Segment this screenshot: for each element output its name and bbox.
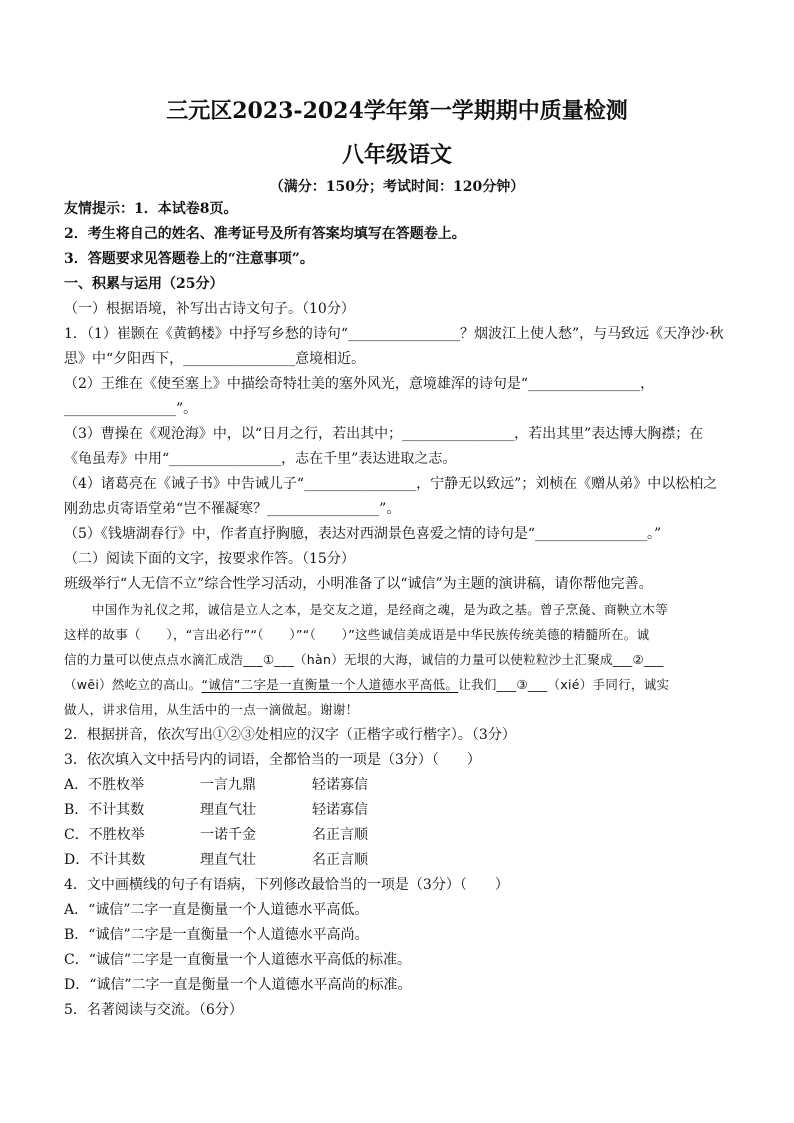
exam-subtitle: 八年级语文	[341, 142, 452, 168]
q3-option-b: B．不计其数	[64, 802, 145, 818]
q3-option-a-word2: 一言九鼎	[200, 777, 256, 793]
notice-line-3: 3．答题要求见答题卷上的“注意事项”。	[64, 251, 314, 267]
question-1-2b: ________________”。	[64, 401, 198, 417]
question-3: 3．依次填入文中括号内的词语，全都恰当的一项是（3分）（ ）	[64, 752, 481, 768]
question-1-5: （5）《钱塘湖春行》中，作者直抒胸臆，表达对西湖景色喜爱之情的诗句是“________________。”	[64, 526, 662, 542]
q3-option-b-word2: 理直气壮	[200, 802, 256, 818]
q4-option-d: D．“诚信”二字一直是衡量一个人道德水平高尚的标准。	[64, 977, 412, 993]
q4-option-c: C．“诚信”二字是一直衡量一个人道德水平高低的标准。	[64, 952, 412, 968]
passage-line-5: 做人，讲求信用，从生活中的一点一滴做起。谢谢！	[64, 702, 359, 717]
notice-line-2: 2．考生将自己的姓名、准考证号及所有答案均填写在答题卷上。	[64, 226, 466, 242]
section-title: 一、积累与运用（25分）	[64, 276, 224, 292]
q3-option-d-word2: 理直气壮	[200, 852, 256, 868]
q4-option-a: A．“诚信”二字一直是衡量一个人道德水平高低。	[64, 902, 369, 918]
question-1-4a: （4）诸葛亮在《诫子书》中告诫儿子“________________，宁静无以致远”；刘桢在《赠从弟》中以松柏之	[64, 476, 718, 492]
question-2: 2．根据拼音，依次写出①②③处相应的汉字（正楷字或行楷字）。（3分）	[64, 727, 516, 743]
q3-option-a: A．不胜枚举	[64, 777, 145, 793]
q3-option-a-word3: 轻诺寡信	[312, 777, 368, 793]
exam-title: 三元区2023-2024学年第一学期期中质量检测	[166, 98, 628, 124]
q3-option-b-word3: 轻诺寡信	[312, 802, 368, 818]
q3-option-c-word2: 一诺千金	[200, 827, 256, 843]
passage-line-2: 这样的故事（ ），“言出必行”“（ ）”“（ ）”这些诚信美成语是中华民族传统美德的精髓所在。诚	[64, 627, 650, 642]
q3-option-d: D．不计其数	[64, 852, 146, 868]
question-1-1a: 1．（1）崔颢在《黄鹤楼》中抒写乡愁的诗句“________________？烟波江上使人愁”，与马致远《天净沙·秋	[64, 326, 724, 342]
question-5: 5．名著阅读与交流。（6分）	[64, 1002, 243, 1018]
question-1-4b: 刚劲忠贞寄语堂弟“岂不罹凝寒？________________”。	[64, 501, 401, 517]
question-1-3b: 《龟虽寿》中用“________________，志在千里”表达进取之志。	[64, 451, 457, 467]
part2-intro: 班级举行“人无信不立”综合性学习活动，小明准备了以“诚信”为主题的演讲稿，请你帮他完善。	[64, 576, 653, 592]
part2-title: （二）阅读下面的文字，按要求作答。（15分）	[64, 551, 355, 567]
question-1-2a: （2）王维在《使至塞上》中描绘奇特壮美的塞外风光，意境雄浑的诗句是“________________，	[64, 376, 655, 392]
q3-option-d-word3: 名正言顺	[312, 852, 368, 868]
underlined-sentence: “诚信”二字是一直衡量一个人道德水平高低。	[201, 677, 459, 692]
passage-line-1: 中国作为礼仪之邦，诚信是立人之本，是交友之道，是经商之魂，是为政之基。曾子烹彘、商鞅立木等	[92, 602, 669, 617]
q4-option-b: B．“诚信”二字是一直衡量一个人道德水平高尚。	[64, 927, 369, 943]
notice-line-1: 友情提示：1．本试卷8页。	[64, 201, 238, 217]
question-4: 4．文中画横线的句子有语病，下列修改最恰当的一项是（3分）（ ）	[64, 877, 509, 893]
question-1-3a: （3）曹操在《观沧海》中，以“日月之行，若出其中；________________，若出其里”表达博大胸襟；在	[64, 426, 704, 442]
q3-option-c-word3: 名正言顺	[312, 827, 368, 843]
passage-line-4	[64, 675, 669, 695]
question-1-1b: 思》中“夕阳西下，________________意境相近。	[64, 351, 366, 367]
score-time-note: （满分：150分；考试时间：120分钟）	[269, 179, 525, 195]
passage-line-4-end: 让我们___③___（xié）手同行，诚实	[458, 677, 670, 692]
passage-line-4-start: （wēi）然屹立的高山。	[64, 677, 202, 692]
part1-title: （一）根据语境，补写出古诗文句子。（10分）	[64, 301, 355, 317]
q3-option-c: C．不胜枚举	[64, 827, 145, 843]
passage-line-3: 信的力量可以使点点水滴汇成浩___①___（hàn）无垠的大海，诚信的力量可以使粒粒沙土汇聚成___②___	[64, 652, 664, 667]
